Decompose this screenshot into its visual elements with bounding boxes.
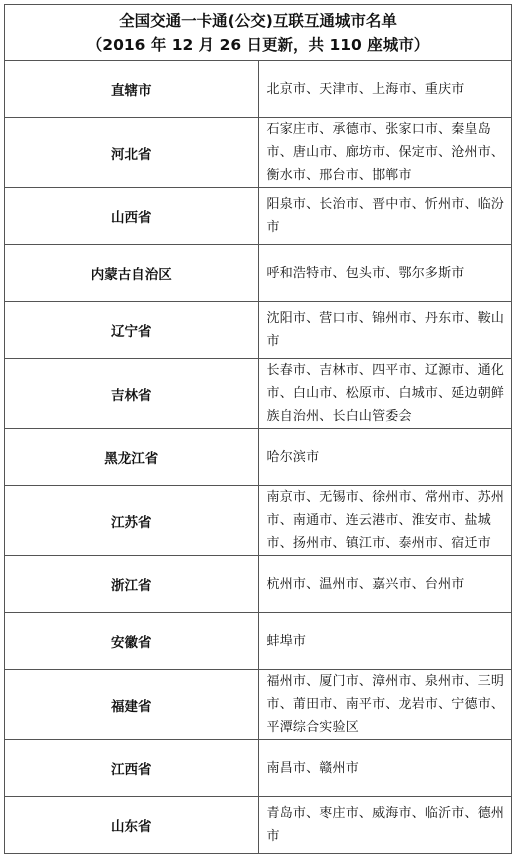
table-row	[5, 302, 512, 359]
table-row	[5, 61, 512, 118]
table-row	[5, 670, 512, 740]
cities-cell: 哈尔滨市	[258, 429, 512, 486]
region-cell: 河北省	[5, 118, 259, 188]
region-cell: 江苏省	[5, 486, 259, 556]
region-cell: 内蒙古自治区	[5, 245, 259, 302]
cities-cell: 蚌埠市	[258, 613, 512, 670]
table-row	[5, 429, 512, 486]
region-cell: 吉林省	[5, 359, 259, 429]
title-line-2: （2016 年 12 月 26 日更新，共 110 座城市）	[86, 35, 430, 54]
table-title	[5, 5, 512, 61]
cities-cell: 青岛市、枣庄市、威海市、临沂市、德州市	[258, 797, 512, 854]
table-row	[5, 740, 512, 797]
cities-cell: 呼和浩特市、包头市、鄂尔多斯市	[258, 245, 512, 302]
table-row	[5, 486, 512, 556]
title-line-1: 全国交通一卡通(公交)互联互通城市名单	[119, 11, 397, 30]
table-row	[5, 359, 512, 429]
table-row	[5, 613, 512, 670]
region-cell: 辽宁省	[5, 302, 259, 359]
cities-cell: 南京市、无锡市、徐州市、常州市、苏州市、南通市、连云港市、淮安市、盐城市、扬州市、镇江市、泰州市、宿迁市	[258, 486, 512, 556]
region-cell: 浙江省	[5, 556, 259, 613]
cities-cell: 杭州市、温州市、嘉兴市、台州市	[258, 556, 512, 613]
region-cell: 黑龙江省	[5, 429, 259, 486]
table-row	[5, 245, 512, 302]
table-row	[5, 118, 512, 188]
cities-cell: 石家庄市、承德市、张家口市、秦皇岛市、唐山市、廊坊市、保定市、沧州市、衡水市、邢台市、邯郸市	[258, 118, 512, 188]
cities-cell: 南昌市、赣州市	[258, 740, 512, 797]
cities-cell: 阳泉市、长治市、晋中市、忻州市、临汾市	[258, 188, 512, 245]
region-cell: 安徽省	[5, 613, 259, 670]
region-cell: 江西省	[5, 740, 259, 797]
region-cell: 山东省	[5, 797, 259, 854]
region-cell: 山西省	[5, 188, 259, 245]
table-row	[5, 188, 512, 245]
table-row	[5, 797, 512, 854]
region-cell: 直辖市	[5, 61, 259, 118]
city-list-table	[4, 4, 512, 854]
region-cell: 福建省	[5, 670, 259, 740]
table-row	[5, 556, 512, 613]
cities-cell: 北京市、天津市、上海市、重庆市	[258, 61, 512, 118]
cities-cell: 福州市、厦门市、漳州市、泉州市、三明市、莆田市、南平市、龙岩市、宁德市、平潭综合实验区	[258, 670, 512, 740]
cities-cell: 长春市、吉林市、四平市、辽源市、通化市、白山市、松原市、白城市、延边朝鲜族自治州、长白山管委会	[258, 359, 512, 429]
cities-cell: 沈阳市、营口市、锦州市、丹东市、鞍山市	[258, 302, 512, 359]
title-row	[5, 5, 512, 61]
